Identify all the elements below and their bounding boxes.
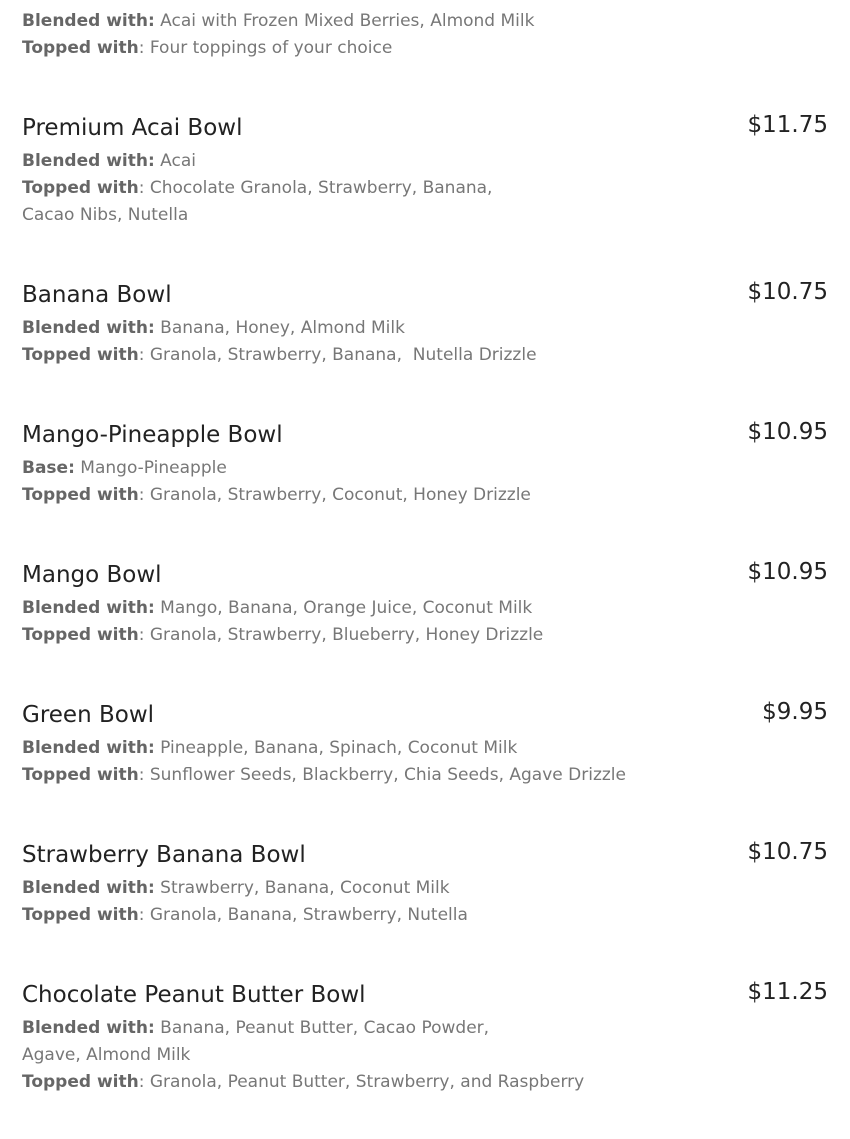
item-details — [22, 8, 622, 62]
item-name: Mango-Pineapple Bowl — [22, 422, 283, 448]
line-label: Blended with: — [22, 598, 155, 618]
item-name: Mango Bowl — [22, 562, 162, 588]
topped-line — [22, 175, 542, 229]
item-price: $10.95 — [747, 419, 828, 445]
blended-line — [22, 315, 622, 342]
line-label: Blended with: — [22, 1018, 155, 1038]
line-label: Topped with — [22, 625, 139, 645]
line-label: Topped with — [22, 485, 139, 505]
blended-line — [22, 875, 622, 902]
line-text: Mango, Banana, Orange Juice, Coconut Milk — [154, 598, 533, 618]
blended-line — [22, 148, 622, 175]
blended-line — [22, 1015, 542, 1069]
item-price: $10.75 — [747, 279, 828, 305]
item-price: $10.75 — [747, 839, 828, 865]
item-price: $11.75 — [747, 112, 828, 138]
base-line — [22, 455, 622, 482]
item-details — [22, 735, 626, 789]
line-text: Strawberry, Banana, Coconut Milk — [154, 878, 450, 898]
item-price: $11.25 — [747, 979, 828, 1005]
line-label: Topped with — [22, 1072, 139, 1092]
line-label: Blended with: — [22, 738, 155, 758]
item-details — [22, 875, 622, 929]
line-text: Banana, Peanut Butter, Cacao Powder, Agave, Almond Milk — [22, 1018, 490, 1065]
line-label: Base: — [22, 458, 75, 478]
line-text: Acai — [154, 151, 196, 171]
topped-line — [22, 762, 642, 789]
item-name: Strawberry Banana Bowl — [22, 842, 306, 868]
item-details — [22, 148, 622, 229]
item-details — [22, 1015, 622, 1096]
line-text: : Granola, Strawberry, Banana, Nutella Drizzle — [138, 345, 537, 365]
blended-line — [22, 735, 622, 762]
line-label: Blended with: — [22, 878, 155, 898]
topped-line — [22, 35, 622, 62]
line-text: : Sunflower Seeds, Blackberry, Chia Seeds, Agave Drizzle — [138, 765, 626, 785]
line-label: Blended with: — [22, 318, 155, 338]
topped-line — [22, 482, 622, 509]
topped-line — [22, 622, 622, 649]
item-name: Chocolate Peanut Butter Bowl — [22, 982, 366, 1008]
item-name: Banana Bowl — [22, 282, 172, 308]
line-label: Topped with — [22, 765, 139, 785]
line-text: Pineapple, Banana, Spinach, Coconut Milk — [154, 738, 518, 758]
line-text: : Granola, Banana, Strawberry, Nutella — [138, 905, 468, 925]
item-details — [22, 595, 622, 649]
line-label: Blended with: — [22, 11, 155, 31]
line-text: : Chocolate Granola, Strawberry, Banana, Cacao Nibs, Nutella — [22, 178, 493, 225]
item-details — [22, 315, 622, 369]
line-text: : Granola, Peanut Butter, Strawberry, and Raspberry — [138, 1072, 585, 1092]
item-price: $10.95 — [747, 559, 828, 585]
item-name: Premium Acai Bowl — [22, 115, 243, 141]
line-text: : Four toppings of your choice — [138, 38, 393, 58]
line-text: : Granola, Strawberry, Blueberry, Honey Drizzle — [138, 625, 544, 645]
item-name: Green Bowl — [22, 702, 155, 728]
item-details — [22, 455, 622, 509]
topped-line — [22, 1069, 622, 1096]
line-label: Blended with: — [22, 151, 155, 171]
blended-line — [22, 8, 622, 35]
line-text: : Granola, Strawberry, Coconut, Honey Drizzle — [138, 485, 531, 505]
line-label: Topped with — [22, 178, 139, 198]
line-text: Mango-Pineapple — [74, 458, 227, 478]
topped-line — [22, 342, 622, 369]
blended-line — [22, 595, 622, 622]
line-text: Acai with Frozen Mixed Berries, Almond Milk — [154, 11, 535, 31]
topped-line — [22, 902, 622, 929]
item-price: $9.95 — [762, 699, 828, 725]
line-label: Topped with — [22, 38, 139, 58]
line-text: Banana, Honey, Almond Milk — [154, 318, 405, 338]
line-label: Topped with — [22, 905, 139, 925]
line-label: Topped with — [22, 345, 139, 365]
